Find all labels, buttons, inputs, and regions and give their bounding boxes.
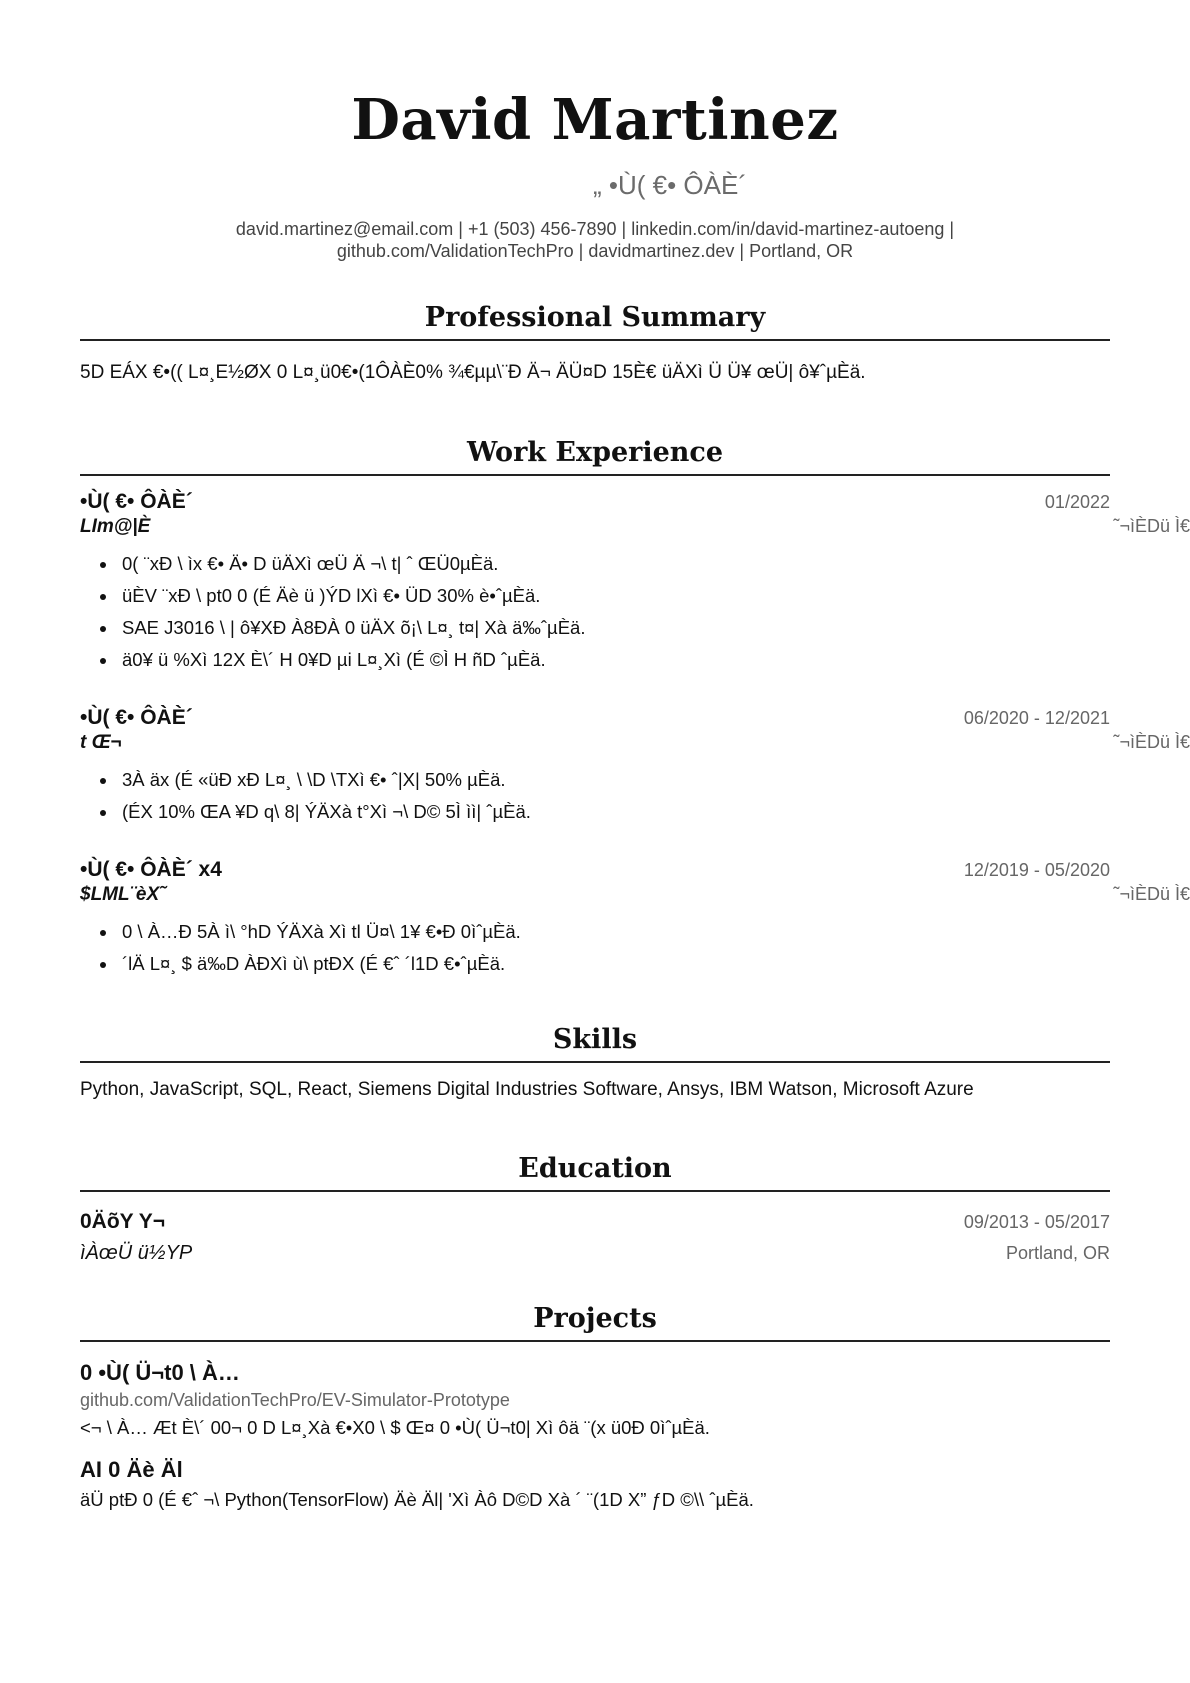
work-experience-section: [80, 437, 1190, 980]
skills-list: Python, JavaScript, SQL, React, Siemens Digital Industries Software, Ansys, IBM Watson, Microsoft Azure: [80, 1079, 974, 1100]
job-bullet: • 3À äx (É «üÐ xÐ L¤¸ \ \D \TXì €• ˆ|X| 50% µÈä.: [118, 764, 1110, 796]
job-title: •Ù( €• ÔÀÈ´: [80, 706, 193, 729]
job-bullet: • ä0¥ ü %Xì 12X È\´ H 0¥D µi L¤¸Xì (É ©Ì H ñD ˆµÈä.: [118, 644, 1110, 676]
school: ìÀœÜ ü½YP: [80, 1242, 193, 1264]
job-company: t Œ¬: [80, 732, 122, 753]
job-entry: [80, 858, 1190, 980]
contact-line-1: david.martinez@email.com | +1 (503) 456-7890 | linkedin.com/in/david-martinez-autoeng |: [235, 219, 955, 239]
project-description: äÜ ptÐ 0 (É €ˆ ¬\ Python(TensorFlow) Äè Äl| 'Xì Àô D©D Xà ´ ¨(1D X” ƒD ©\\ ˆµÈä.: [80, 1489, 754, 1510]
contact-info: [80, 218, 1110, 262]
resume-header: [80, 0, 1110, 262]
work-experience-heading: Work Experience: [80, 437, 1110, 476]
project-entry: [80, 1457, 1110, 1511]
job-date: 12/2019 - 05/2020: [963, 860, 1110, 880]
candidate-title: „ •Ù( €• ÔÀÈ´: [593, 170, 747, 200]
projects-heading: Projects: [80, 1303, 1110, 1342]
job-date: 06/2020 - 12/2021: [963, 708, 1110, 728]
skills-heading: Skills: [80, 1024, 1110, 1063]
job-bullet: • 0 \ À…Ð 5À ì\ °hD ÝÄXà Xì tl Ü¤\ 1¥ €•Ð 0ìˆµÈä.: [118, 916, 1110, 948]
job-bullets: [80, 764, 1110, 828]
projects-section: [80, 1303, 1110, 1511]
job-bullet: • üÈV ¨xÐ \ pt0 0 (É Äè ü )ÝD lXì €• ÜD 30% è•ˆµÈä.: [118, 580, 1110, 612]
summary-section: [80, 302, 1110, 385]
job-location: ˜¬ìÈDü Ì€: [1113, 884, 1190, 904]
job-bullet: • (ÉX 10% ŒA ¥D q\ 8| ÝÄXà t°Xì ¬\ D© 5Ì ìì| ˆµÈä.: [118, 796, 1110, 828]
job-company: LIm@|È: [80, 516, 151, 537]
summary-heading: Professional Summary: [80, 302, 1110, 341]
job-entry: [80, 706, 1190, 828]
skills-section: [80, 1024, 1110, 1101]
job-entry: [80, 490, 1190, 676]
education-location: Portland, OR: [1005, 1243, 1110, 1263]
job-title: •Ù( €• ÔÀÈ´: [80, 490, 193, 513]
degree: 0ÄõY Y¬: [80, 1210, 166, 1233]
job-location: ˜¬ìÈDü Ì€: [1113, 516, 1190, 536]
project-link[interactable]: github.com/ValidationTechPro/EV-Simulator-Prototype: [80, 1390, 510, 1410]
job-location: ˜¬ìÈDü Ì€: [1113, 732, 1190, 752]
job-bullet: • ´lÄ L¤¸ $ ä‰D ÀÐXì ù\ ptÐX (É €ˆ ´l1D €•ˆµÈä.: [118, 948, 1110, 980]
contact-line-2: github.com/ValidationTechPro | davidmartinez.dev | Portland, OR: [336, 241, 854, 261]
project-entry: [80, 1360, 1110, 1439]
job-company: $LML¨èX˜: [80, 884, 166, 905]
candidate-name: David Martinez: [351, 87, 839, 153]
education-entry: [80, 1210, 1110, 1265]
job-bullet: • SAE J3016 \ | ô¥XÐ À8ÐÀ 0 üÄX õ¡\ L¤¸ t¤| Xà ä‰ˆµÈä.: [118, 612, 1110, 644]
education-heading: Education: [80, 1153, 1110, 1192]
job-bullet: • 0( ¨xÐ \ ìx €• Ä• D üÄXì œÜ Ä ¬\ t| ˆ ŒÜ0µÈä.: [118, 548, 1110, 580]
project-description: <¬ \ À… Æt È\´ 00¬ 0 D L¤¸Xà €•X0 \ $ Œ¤ 0 •Ù( Ü¬t0| Xì ôä ¨(x ü0Ð 0ìˆµÈä.: [80, 1417, 710, 1438]
education-date: 09/2013 - 05/2017: [963, 1212, 1110, 1232]
job-bullets: [80, 916, 1110, 980]
education-section: [80, 1153, 1110, 1265]
summary-text: 5D EÁX €•(( L¤¸E½ØX 0 L¤¸ü0€•(1ÔÀÈ0% ¾€µµ\¨Ð Ä¬ ÄÜ¤D 15È€ üÄXì Ü Ü¥ œÜ| ô¥ˆµÈä.: [80, 362, 866, 383]
job-title: •Ù( €• ÔÀÈ´ x4: [80, 858, 222, 881]
job-date: 01/2022: [1044, 492, 1110, 512]
job-bullets: [80, 548, 1110, 676]
project-name: 0 •Ù( Ü¬t0 \ À…: [80, 1360, 240, 1385]
project-name: AI 0 Äè Äl: [80, 1457, 183, 1482]
